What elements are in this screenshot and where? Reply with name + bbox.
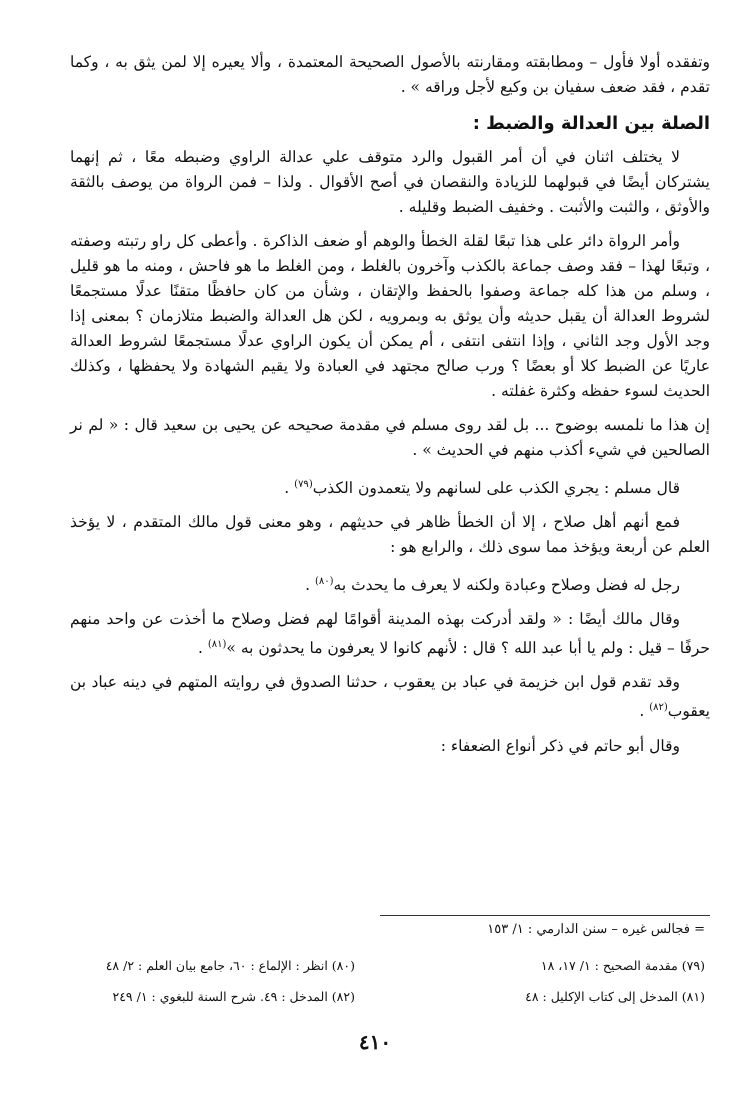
footnote-82: (٨٢) المدخل : ٤٩. شرح السنة للبغوي : ١/ ٢٤٩: [112, 989, 355, 1004]
main-text: [70, 50, 710, 768]
footnote-ref-79[interactable]: (٧٩): [294, 479, 313, 490]
paragraph-7: [70, 569, 710, 598]
paragraph-8-end: .: [198, 639, 208, 658]
paragraph-9-end: .: [639, 702, 650, 721]
paragraph-5: [70, 472, 710, 501]
paragraph-7-end: .: [305, 576, 315, 595]
paragraph-9: [70, 670, 710, 724]
footnote-continuation: = فجالس غيره – سنن الدارمي : ١/ ١٥٣: [487, 922, 705, 937]
page-number: ٤١٠: [358, 1030, 392, 1054]
footnote-ref-81[interactable]: (٨١): [207, 639, 227, 651]
footnote-81: (٨١) المدخل إلى كتاب الإكليل : ٤٨: [525, 989, 705, 1004]
footnote-ref-82[interactable]: (٨٢): [649, 702, 668, 714]
paragraph-7-text: رجل له فضل وصلاح وعبادة ولكنه لا يعرف ما يحدث به: [333, 576, 680, 595]
section-heading: الصلة بين العدالة والضبط :: [472, 113, 710, 134]
paragraph-1: وتفقده أولا فأول – ومطابقته ومقارنته بالأصول الصحيحة المعتمدة ، وألا يعيره إلا لمن يثق به ، وكما تقدم ، فقد ضعف سفيان بن وكيع لأجل وراقه » .: [70, 53, 710, 96]
paragraph-8-text: وقال مالك أيضًا : « ولقد أدركت بهذه المدينة أقوامًا لهم فضل وصلاح ما أخذت عن واحد منهم حرفًا – قيل : ولم يا أبا عبد الله ؟ قال : لأنهم كانوا لا يعرفون ما يحدثون به »: [70, 610, 710, 658]
paragraph-2: لا يختلف اثنان في أن أمر القبول والرد متوقف علي عدالة الراوي وضبطه معًا ، ثم إنهما يشتركان أيضًا في قبولهما للزيادة والنقصان في أصح الأقوال . ولذا – فمن الرواة من يوصف بالثقة والأوثق ، والثبت والأثبت . وخفيف الضبط وقليله .: [70, 148, 710, 216]
paragraph-4: إن هذا ما نلمسه بوضوح ... بل لقد روى مسلم في مقدمة صحيحه عن يحيى بن سعيد قال : « لم نر الصالحين في شيء أكذب منهم في الحديث » .: [70, 416, 710, 459]
footnote-80: (٨٠) انظر : الإلماع : ٦٠، جامع بيان العلم : ٢/ ٤٨: [105, 958, 355, 973]
paragraph-3: وأمر الرواة دائر على هذا تبعًا لقلة الخطأ والوهم أو ضعف الذاكرة . وأعطى كل راو رتبته وصفته ، وتبعًا لهذا – فقد وصف جماعة بالكذب وآخرون بالغلط ، ومن الغلط ما هو فاحش ، ومنه ما هو قليل ، وسلم من هذا كله جماعة وصفوا بالحفظ والإتقان ، وشأن من كان حافظًا متقنًا عدلًا مستجمعًا لشروط العدالة أن يقبل حديثه وأن يوثق به وبمرويه ، لكن هل العدالة والضبط متلازمان ؟ بمعنى إذا وجد الأول وجد الثاني ، وإذا انتفى انتفى ، أم يمكن أن يكون الراوي عدلًا مستجمعًا لشروط العدالة عاريًا عن الضبط كلا أو بعضًا ؟ ورب صالح مجتهد في العبادة ولا يقيم الشهادة ولا يحفظها ، وكذلك الحديث لسوء حفظه وكثرة غفلته .: [70, 232, 710, 400]
paragraph-5-text: قال مسلم : يجري الكذب على لسانهم ولا يتعمدون الكذب: [312, 479, 680, 498]
paragraph-9-text: وقد تقدم قول ابن خزيمة في عباد بن يعقوب ، حدثنا الصدوق في روايته المتهم في دينه عباد بن يعقوب: [70, 673, 710, 721]
paragraph-5-end: .: [284, 479, 295, 498]
paragraph-10: وقال أبو حاتم في ذكر أنواع الضعفاء :: [440, 736, 680, 755]
paragraph-8: [70, 607, 710, 661]
paragraph-6: فمع أنهم أهل صلاح ، إلا أن الخطأ ظاهر في حديثهم ، وهو معنى قول مالك المتقدم ، لا يؤخذ العلم عن أربعة ويؤخذ مما سوى ذلك ، والرابع هو :: [70, 513, 710, 557]
footnote-79: (٧٩) مقدمة الصحيح : ١/ ١٧، ١٨: [540, 958, 705, 973]
footnote-divider: [380, 915, 710, 916]
footnote-ref-80[interactable]: (٨٠): [314, 576, 334, 588]
